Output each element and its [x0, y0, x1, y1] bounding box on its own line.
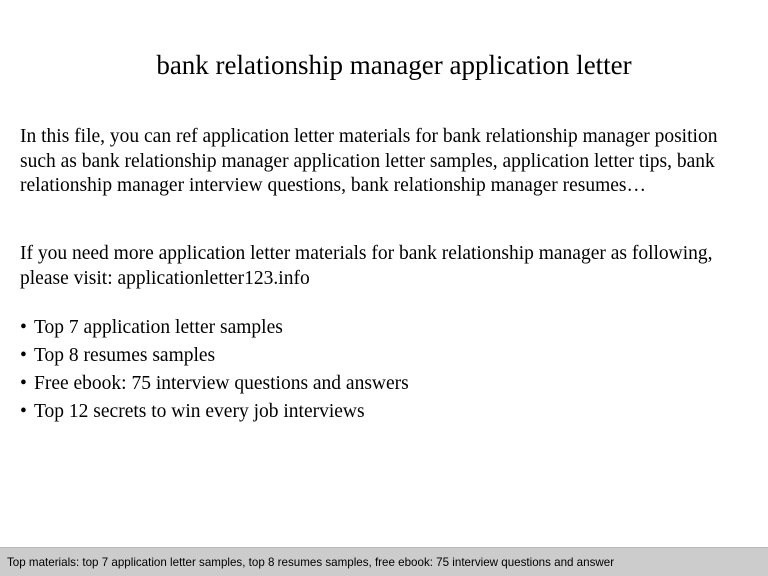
- bullet-text: Top 7 application letter samples: [34, 317, 283, 338]
- bullet-icon: •: [20, 317, 27, 338]
- bullet-item: [20, 342, 740, 370]
- bullet-icon: •: [20, 401, 27, 422]
- bullet-icon: •: [20, 373, 27, 394]
- bullet-item: [20, 314, 740, 342]
- footer-bar: [0, 547, 768, 576]
- bullet-icon: •: [20, 345, 27, 366]
- intro-paragraph: In this file, you can ref application letter materials for bank relationship manager position such as bank relationship manager application letter samples, application letter tips, bank relationship manager interview questions, bank relationship manager resumes…: [20, 126, 718, 197]
- bullet-text: Top 8 resumes samples: [34, 345, 216, 366]
- bullet-text: Top 12 secrets to win every job interviews: [34, 401, 365, 422]
- bullet-item: [20, 370, 740, 398]
- document-title: bank relationship manager application letter: [156, 50, 632, 80]
- footer-text: Top materials: top 7 application letter samples, top 8 resumes samples, free ebook: 75 interview questions and answer: [7, 556, 615, 569]
- bullet-item: [20, 398, 740, 426]
- resource-paragraph: If you need more application letter materials for bank relationship manager as following, please visit: applicationletter123.info: [20, 243, 713, 289]
- bullet-text: Free ebook: 75 interview questions and answers: [34, 373, 409, 394]
- materials-bullet-list: [20, 314, 740, 426]
